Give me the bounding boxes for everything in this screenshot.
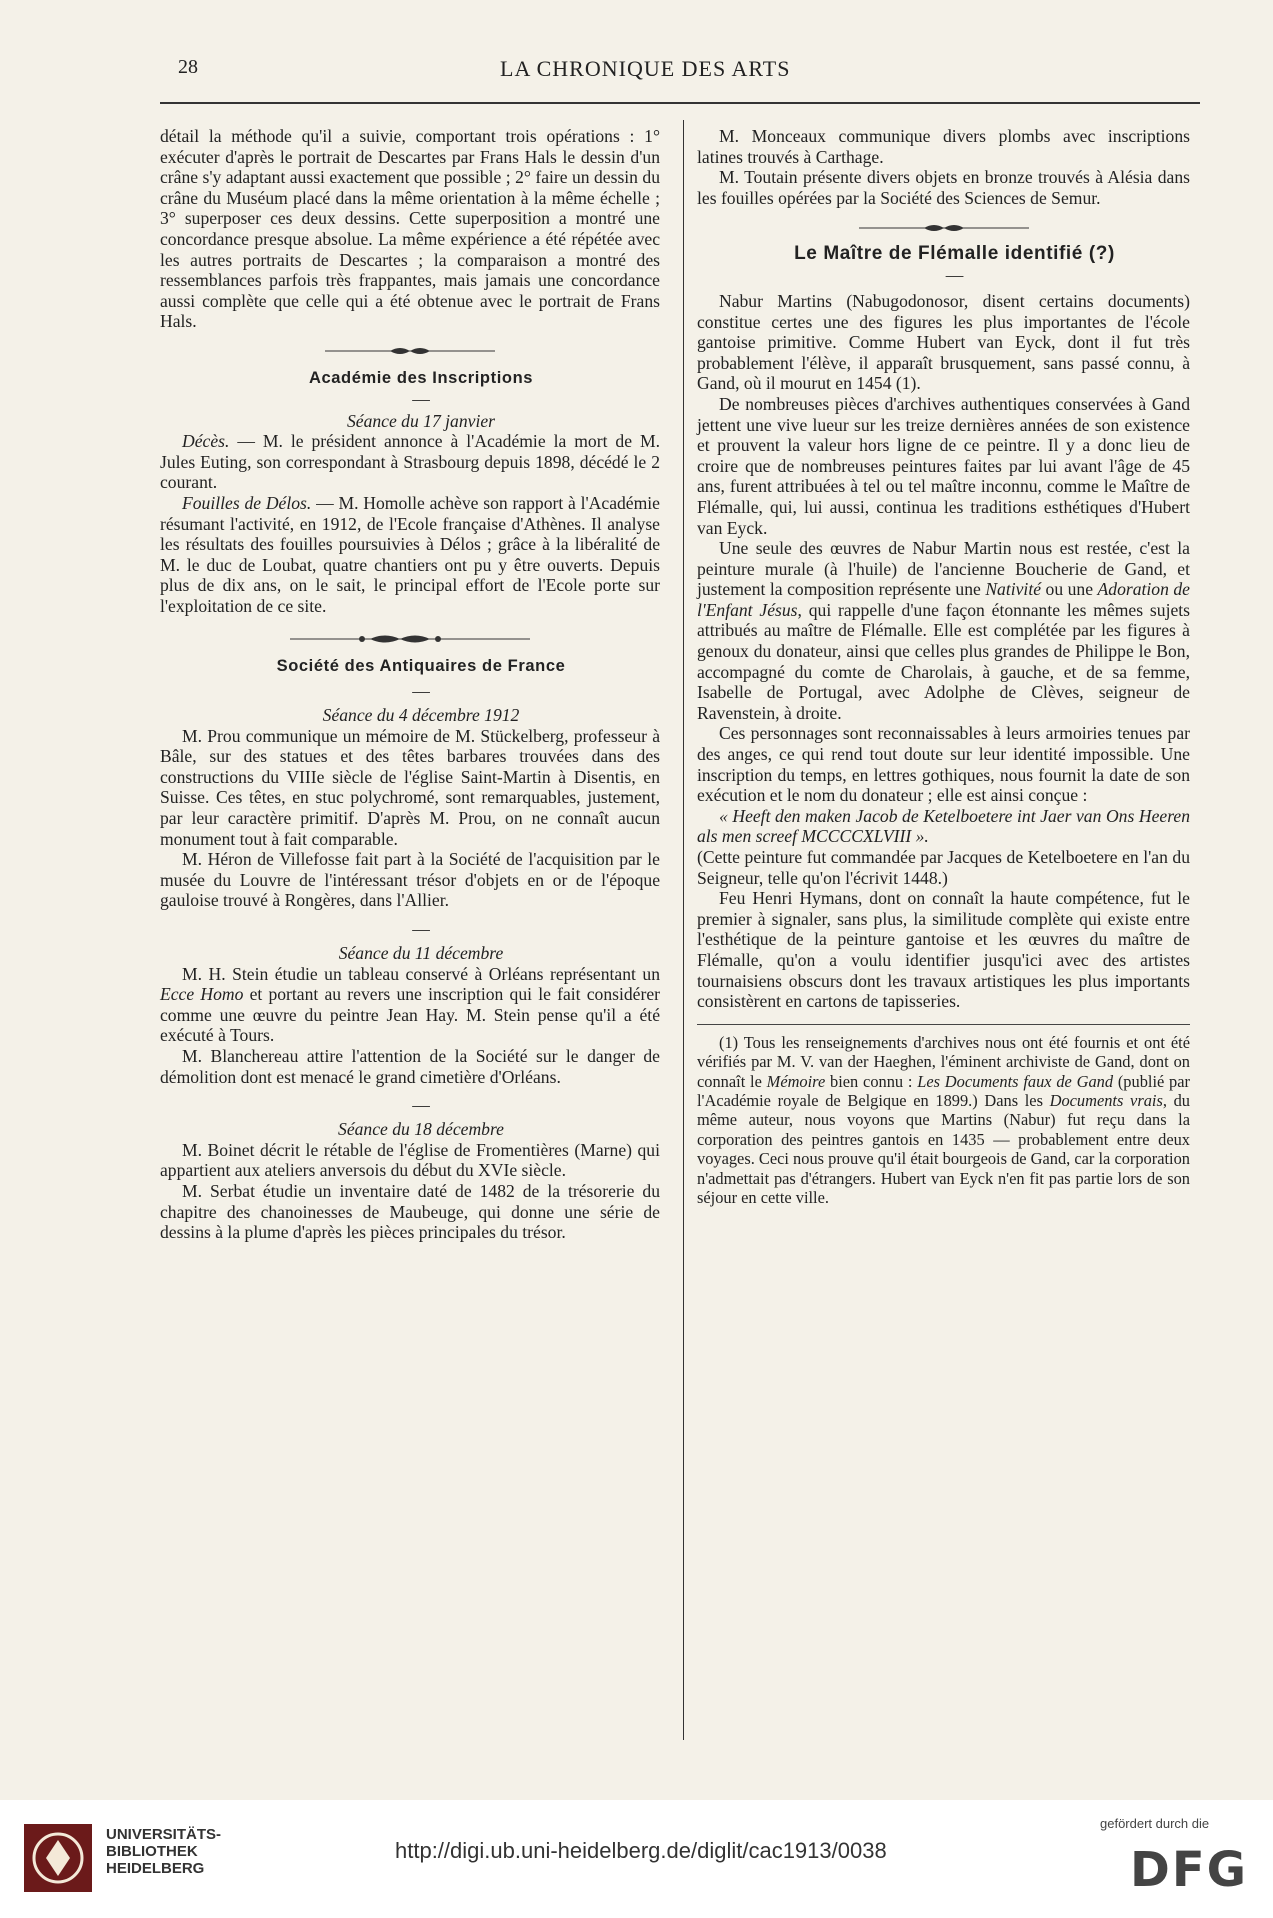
- hymans-paragraph: Feu Henri Hymans, dont on connaît la haute compétence, fut le premier à signaler, sans plus, la similitude complète qui existe entre l'esthétique de la peinture gantoise et les œuvres du maître de Flémalle, qu'on a voulu identifier jusqu'ici avec des artistes tournaisiens obscurs dont les travaux artistiques les plus importants consistèrent en cartons de tapisseries.: [697, 888, 1190, 1012]
- deces-paragraph: [160, 431, 660, 493]
- library-name: [106, 1826, 221, 1877]
- session-heading-jan: Séance du 17 janvier: [346, 410, 496, 431]
- header-rule: [160, 102, 1200, 104]
- documents-vrais-title: Documents vrais: [1049, 1090, 1163, 1110]
- dash-separator: —: [412, 1095, 430, 1116]
- library-name-line1: UNIVERSITÄTS-: [106, 1826, 222, 1843]
- seule-text-b: ou une: [1041, 579, 1098, 600]
- journal-title: LA CHRONIQUE DES ARTS: [500, 56, 791, 81]
- maitre-heading: Le Maître de Flémalle identifié (?): [794, 243, 1115, 265]
- documents-faux-title: Les Documents faux de Gand: [917, 1071, 1114, 1091]
- monceaux-paragraph: M. Monceaux communique divers plombs avec inscriptions latines trouvés à Carthage.: [697, 126, 1190, 167]
- dfg-logo: DFG: [1130, 1842, 1249, 1898]
- nabur-paragraph: Nabur Martins (Nabugodonosor, disent certains documents) constitue certes une des figures les plus importantes de l'école gantoise primitive. Comme Hubert van Eyck, dont il fut très probablement l'élève, il apparaît brusquement, sans passé connu, à Gand, où il mourut en 1454 (1).: [697, 290, 1190, 394]
- fouilles-label: Fouilles de Délos.: [182, 492, 312, 513]
- right-column: [697, 126, 1190, 1207]
- stein-paragraph: [160, 964, 660, 1046]
- cette-paragraph: (Cette peinture fut commandée par Jacques de Ketelboetere en l'an du Seigneur, telle qu'on l'écrivit 1448.): [697, 847, 1190, 888]
- fouilles-text: — M. Homolle achève son rapport à l'Académie résumant l'activité, en 1912, de l'Ecole française d'Athènes. Il analyse les résultats des fouilles poursuivies à Délos ; grâce à la libéralité de M. le duc de Loubat, quatre chantiers ont pu y être ouverts. Depuis plus de dix ans, on le sait, le principal effort de l'Ecole porte sur l'exploitation de ce site.: [160, 492, 660, 616]
- library-name-line3: HEIDELBERG: [106, 1860, 205, 1877]
- academie-heading: Académie des Inscriptions: [308, 368, 534, 387]
- deces-text: — M. le président annonce à l'Académie la mort de M. Jules Euting, son correspondant à Strasbourg depuis 1898, décédé le 2 courant.: [160, 431, 660, 493]
- footnote: [697, 1033, 1190, 1208]
- dash-separator: —: [412, 681, 430, 702]
- intro-paragraph: détail la méthode qu'il a suivie, comportant trois opérations : 1° exécuter d'après le portrait de Descartes par Frans Hals le dessin d'un crâne s'y adaptant aussi exactement que possible ; 2° faire un dessin du crâne du Muséum placé dans la même orientation à la même échelle ; 3° superposer ces deux dessins. Cette superposition a montré une concordance presque absolue. La même expérience a été répétée avec les autres portraits de Descartes ; la comparaison a montré des ressemblances parfois très frappantes, mais jamais une concordance aussi complète que celle qui a été obtenue avec le portrait de Frans Hals.: [160, 126, 660, 332]
- inscription-quote: « Heeft den maken Jacob de Ketelboetere int Jaer van Ons Heeren als men screef MCCCCXLVIII ».: [697, 805, 1190, 847]
- seule-text-c: , qui rappelle d'une façon étonnante les mêmes sujets attribués au maître de Flémalle. Elle est complétée par les figures à genoux du donateur, ainsi que celles plus grandes de Philippe le Bon, accompagné du comte de Charolais, à gauche, et de sa femme, Isabelle de Portugal, avec Adolphe de Clèves, seigneur de Ravenstein, à droite.: [697, 599, 1190, 723]
- footnote-text-d: , du même auteur, nous voyons que Martins (Nabur) fut reçu dans la corporation des peintres gantois en 1435 — probablement entre deux voyages. Ceci nous prouve qu'il était bourgeois de Gand, car la corporation n'admettait pas d'étrangers. Hubert van Eyck n'en fit pas partie lors de son séjour en cette ville.: [697, 1090, 1190, 1207]
- dash-separator: —: [412, 919, 430, 939]
- memoire-title: Mémoire: [766, 1071, 826, 1091]
- seule-text-a: Une seule des œuvres de Nabur Martin nous est restée, c'est la peinture murale (à l'huile) de l'ancienne Boucherie de Gand, et justement la composition représente une: [697, 538, 1190, 600]
- dash-separator: —: [412, 388, 430, 409]
- archives-paragraph: De nombreuses pièces d'archives authentiques conservées à Gand jettent une vive lueur sur les treize dernières années de son existence et prouvent la valeur hors ligne de ce peintre. Il y a donc lieu de croire que de nombreuses peintures faites par lui avant l'âge de 45 ans, furent attribuées à tel ou tel maître inconnu, comme le Maître de Flémalle, qui, lui aussi, continua les traditions esthétiques d'Hubert van Eyck.: [697, 393, 1190, 538]
- running-header: [160, 56, 1200, 96]
- footnote-text-a: (1) Tous les renseignements d'archives nous ont été fournis et ont été vérifiés par M. V. van der Haeghen, l'éminent archiviste de Gand, dont on connaît le: [697, 1032, 1190, 1091]
- footnote-text-b: bien connu :: [825, 1071, 918, 1091]
- library-name-line2: BIBLIOTHEK: [106, 1843, 198, 1860]
- prou-paragraph: M. Prou communique un mémoire de M. Stückelberg, professeur à Bâle, sur des statues et des têtes barbares trouvées dans des constructions du VIIIe siècle de l'église Saint-Martin à Disentis, en Suisse. Ces têtes, en stuc polychromé, sont remarquables, justement, par leur caractère primitif. D'après M. Prou, on ne connaît aucun monument tout à fait comparable.: [160, 725, 660, 849]
- digitization-footer: [0, 1800, 1273, 1918]
- personnages-paragraph: Ces personnages sont reconnaissables à leurs armoiries tenues par des anges, ce qui rend tout doute sur leur identité impossible. Une inscription du temps, en lettres gothiques, nous fournit la date de son exécution et le nom du donateur ; elle est ainsi conçue :: [697, 723, 1190, 806]
- session-heading-dec11: Séance du 11 décembre: [338, 943, 504, 963]
- heron-paragraph: M. Héron de Villefosse fait part à la Société de l'acquisition par le musée du Louvre de l'intéressant trésor d'objets en or de l'époque gauloise trouvé à Rongères, dans l'Allier.: [160, 849, 660, 911]
- university-seal-icon: [22, 1822, 94, 1894]
- footnote-rule: [697, 1024, 1190, 1025]
- dash-separator: —: [945, 264, 964, 285]
- sponsor-label: gefördert durch die: [1100, 1816, 1210, 1831]
- session-heading-dec18: Séance du 18 décembre: [338, 1119, 504, 1140]
- societe-heading: Société des Antiquaires de France: [276, 657, 566, 676]
- page-number: 28: [178, 56, 198, 78]
- ornament-divider: [290, 630, 530, 648]
- stein-text: M. H. Stein étudie un tableau conservé à Orléans représentant un: [182, 963, 660, 984]
- fouilles-paragraph: [160, 493, 660, 617]
- toutain-paragraph: M. Toutain présente divers objets en bronze trouvés à Alésia dans les fouilles opérées par la Société des Sciences de Semur.: [697, 167, 1190, 208]
- serbat-paragraph: M. Serbat étudie un inventaire daté de 1482 de la trésorerie du chapitre des chanoinesses de Maubeuge, qui donne une série de dessins à la plume d'après les pièces principales du trésor.: [160, 1180, 660, 1243]
- deces-label: Décès.: [182, 431, 230, 452]
- ornament-divider: [859, 220, 1029, 236]
- session-heading-dec4: Séance du 4 décembre 1912: [322, 705, 520, 726]
- blanchereau-paragraph: M. Blanchereau attire l'attention de la Société sur le danger de démolition dont est menacé le grand cimetière d'Orléans.: [160, 1045, 660, 1087]
- ecce-homo-title: Ecce Homo: [160, 984, 244, 1005]
- nativite-title: Nativité: [985, 579, 1042, 600]
- ornament-divider: [325, 342, 495, 360]
- column-divider: [683, 120, 684, 1740]
- stein-text-rest: et portant au revers une inscription qui le fait considérer comme une œuvre du peintre Jean Hay. M. Stein pense qu'il a été exécuté à Tours.: [160, 984, 660, 1046]
- boinet-paragraph: M. Boinet décrit le rétable de l'église de Fromentières (Marne) qui appartient aux ateliers anversois du début du XVIe siècle.: [160, 1139, 660, 1181]
- seule-paragraph: [697, 538, 1190, 723]
- footnote-text-c: (publié par l'Académie royale de Belgique en 1899.) Dans les: [697, 1071, 1190, 1110]
- adoration-title: Adoration de l'Enfant Jésus: [697, 579, 1190, 620]
- permalink-url[interactable]: http://digi.ub.uni-heidelberg.de/diglit/cac1913/0038: [395, 1838, 887, 1863]
- left-column: [160, 126, 660, 1243]
